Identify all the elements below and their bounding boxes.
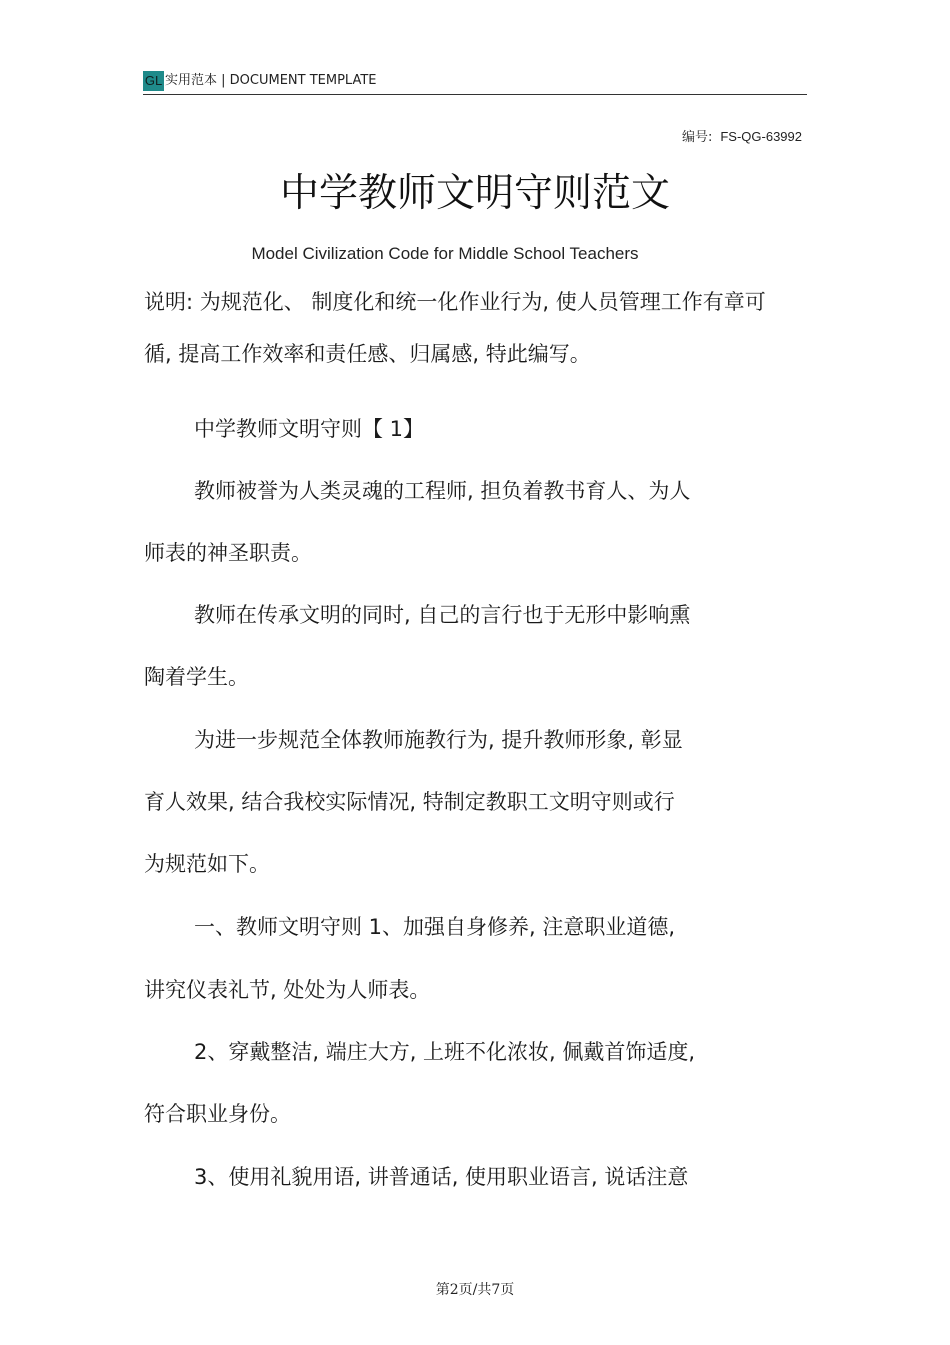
document-number-value: FS-QG-63992 — [720, 129, 802, 144]
body-line: 循, 提高工作效率和责任感、归属感, 特此编写。 — [144, 342, 591, 366]
body-line: 陶着学生。 — [144, 665, 249, 689]
body-line: 师表的神圣职责。 — [144, 541, 312, 565]
body-line: 育人效果, 结合我校实际情况, 特制定教职工文明守则或行 — [144, 790, 675, 814]
document-title: 中学教师文明守则范文 — [279, 171, 670, 216]
body-line: 符合职业身份。 — [144, 1102, 291, 1126]
header-title: 实用范本 | DOCUMENT TEMPLATE — [165, 73, 377, 88]
body-line: 说明: 为规范化、 制度化和统一化作业行为, 使人员管理工作有章可 — [144, 290, 766, 314]
body-line: 教师在传承文明的同时, 自己的言行也于无形中影响熏 — [194, 603, 691, 627]
document-number-label: 编号: — [681, 130, 713, 145]
body-line: 为规范如下。 — [144, 852, 270, 876]
document-subtitle: Model Civilization Code for Middle School Teachers — [251, 244, 639, 263]
body-line: 教师被誉为人类灵魂的工程师, 担负着教书育人、为人 — [194, 479, 691, 503]
document-number — [682, 126, 802, 145]
body-line: 3、使用礼貌用语, 讲普通话, 使用职业语言, 说话注意 — [194, 1165, 689, 1189]
body-line: 一、教师文明守则 1、加强自身修养, 注意职业道德, — [194, 915, 676, 939]
document-header — [143, 70, 807, 95]
page-footer: 第2页/共7页 — [435, 1282, 515, 1298]
section-heading: 中学教师文明守则【 1】 — [194, 417, 425, 441]
body-line: 讲究仪表礼节, 处处为人师表。 — [144, 978, 431, 1002]
body-line: 为进一步规范全体教师施教行为, 提升教师形象, 彰显 — [194, 728, 683, 752]
logo-badge: GL — [143, 71, 164, 91]
body-line: 2、穿戴整洁, 端庄大方, 上班不化浓妆, 佩戴首饰适度, — [194, 1040, 696, 1064]
